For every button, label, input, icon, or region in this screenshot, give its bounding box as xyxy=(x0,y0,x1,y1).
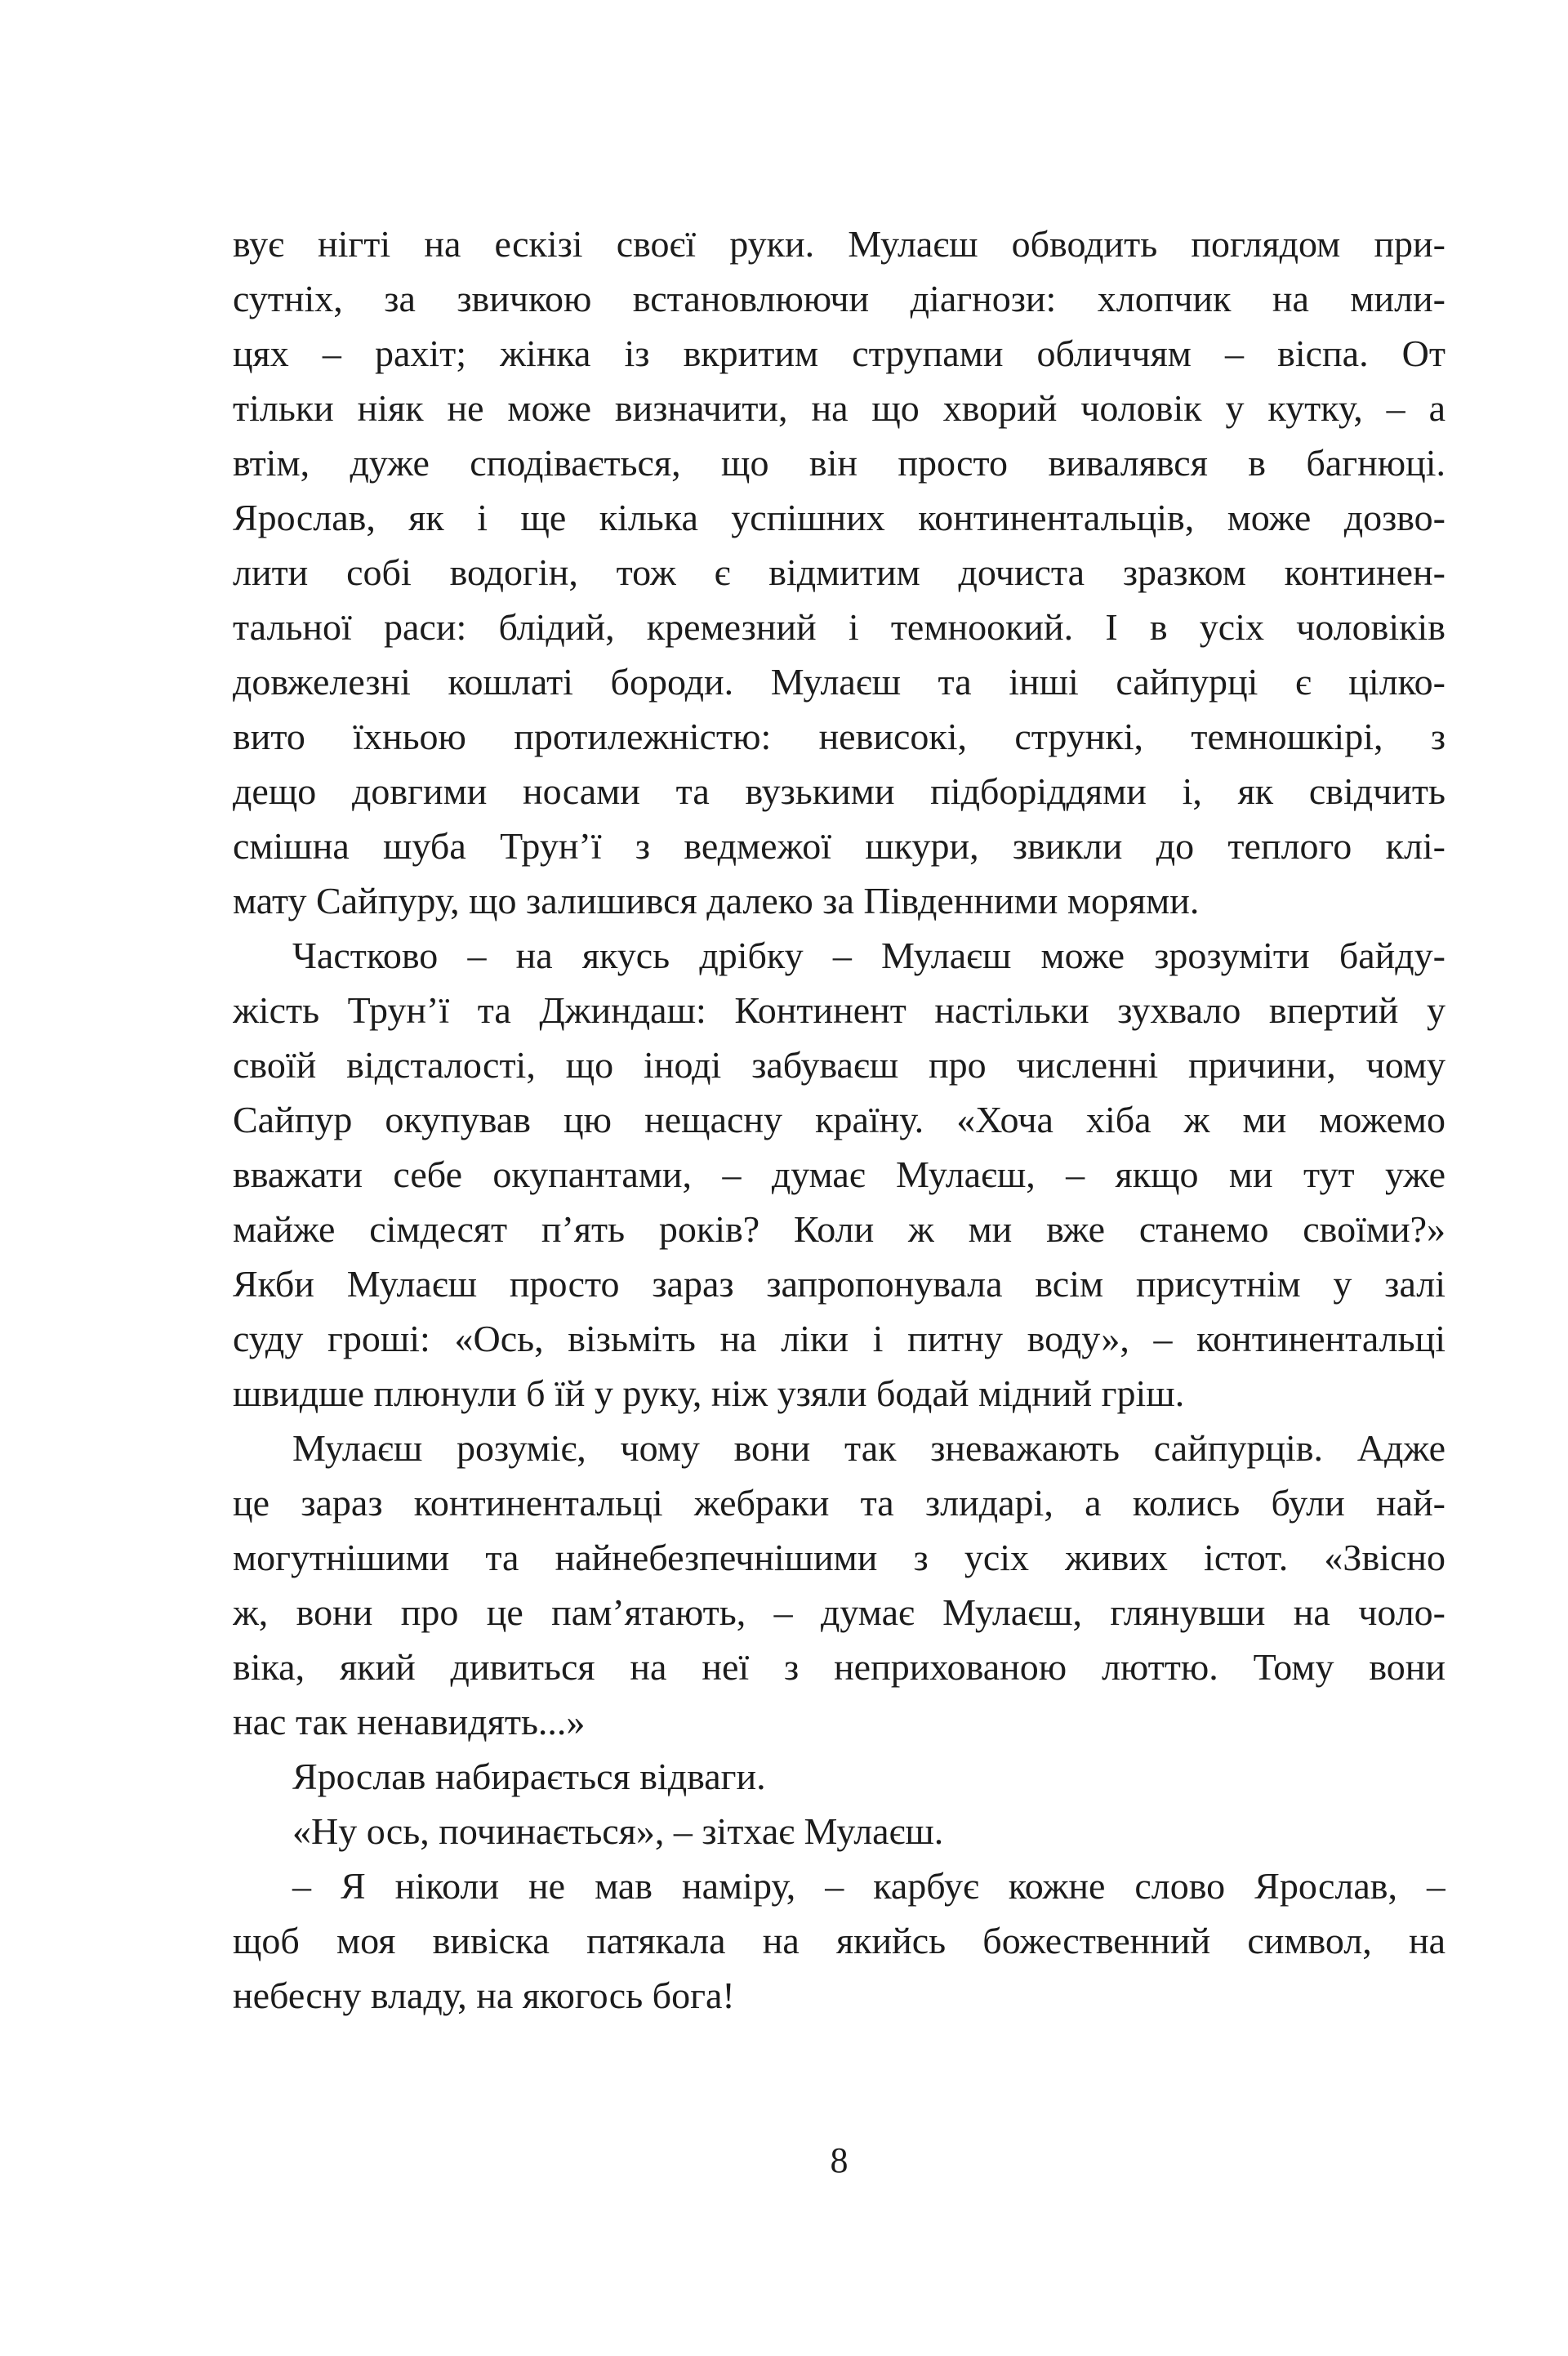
text-line: своїй відсталості, що іноді забуваєш про численні причини, чому xyxy=(233,1044,1446,1086)
text-line: – Я ніколи не мав наміру, – карбує кожне слово Ярослав, – xyxy=(292,1865,1446,1907)
text-line: смішна шуба Трун’ї з ведмежої шкури, звикли до теплого клі- xyxy=(233,825,1446,867)
text-line: вує нігті на ескізі своєї руки. Мулаєш обводить поглядом при- xyxy=(233,223,1446,265)
text-line: майже сімдесят п’ять років? Коли ж ми вже станемо своїми?» xyxy=(233,1208,1446,1250)
text-line: небесну владу, на якогось бога! xyxy=(233,1974,735,2016)
text-line: лити собі водогін, тож є відмитим дочиста зразком континен- xyxy=(233,551,1446,593)
text-line: нас так ненавидять...» xyxy=(233,1701,586,1742)
text-line: тальної раси: блідий, кремезний і темноокий. І в усіх чоловіків xyxy=(233,606,1446,648)
text-line: вважати себе окупантами, – думає Мулаєш, – якщо ми тут уже xyxy=(233,1153,1446,1195)
text-block xyxy=(233,216,1446,2023)
text-line: Ярослав, як і ще кілька успішних континентальців, може дозво- xyxy=(233,497,1446,538)
text-line: цях – рахіт; жінка із вкритим струпами обличчям – віспа. От xyxy=(233,332,1446,374)
paragraph xyxy=(233,1804,1446,1858)
text-line: Мулаєш розуміє, чому вони так зневажають сайпурців. Адже xyxy=(292,1427,1446,1469)
text-line: дещо довгими носами та вузькими підборіддями і, як свідчить xyxy=(233,770,1446,812)
text-line: швидше плюнули б їй у руку, ніж узяли бодай мідний гріш. xyxy=(233,1372,1185,1414)
text-line: віка, який дивиться на неї з неприхованою люттю. Тому вони xyxy=(233,1646,1446,1688)
text-line: це зараз континентальці жебраки та злидарі, а колись були най- xyxy=(233,1482,1446,1524)
text-line: ж, вони про це пам’ятають, – думає Мулаєш, глянувши на чоло- xyxy=(233,1591,1446,1633)
text-line: Частково – на якусь дрібку – Мулаєш може зрозуміти байду- xyxy=(292,935,1446,976)
paragraph xyxy=(233,928,1446,1421)
text-line: жість Трун’ї та Джиндаш: Континент настільки зухвало впертий у xyxy=(233,989,1446,1031)
paragraph xyxy=(233,1858,1446,2023)
text-line: Сайпур окупував цю нещасну країну. «Хоча хіба ж ми можемо xyxy=(233,1099,1446,1140)
text-line: Якби Мулаєш просто зараз запропонувала всім присутнім у залі xyxy=(233,1263,1446,1305)
text-line: Ярослав набирається відваги. xyxy=(292,1756,766,1797)
text-line: суду гроші: «Ось, візьміть на ліки і питну воду», – континентальці xyxy=(233,1318,1446,1359)
paragraph xyxy=(233,1421,1446,1749)
text-line: вито їхньою протилежністю: невисокі, стрункі, темношкірі, з xyxy=(233,716,1446,757)
text-line: тільки ніяк не може визначити, на що хворий чоловік у кутку, – а xyxy=(233,387,1446,429)
text-line: втім, дуже сподівається, що він просто вивалявся в багнюці. xyxy=(233,442,1446,484)
text-line: довжелезні кошлаті бороди. Мулаєш та інші сайпурці є цілко- xyxy=(233,661,1446,703)
text-line: щоб моя вивіска патякала на якийсь божественний символ, на xyxy=(233,1920,1446,1961)
paragraph xyxy=(233,1749,1446,1804)
text-line: сутніх, за звичкою встановлюючи діагнози: хлопчик на мили- xyxy=(233,278,1446,319)
page-number: 8 xyxy=(830,2140,849,2180)
text-line: мату Сайпуру, що залишився далеко за Південними морями. xyxy=(233,880,1200,921)
text-line: могутнішими та найнебезпечнішими з усіх живих істот. «Звісно xyxy=(233,1537,1446,1578)
text-line: «Ну ось, починається», – зітхає Мулаєш. xyxy=(292,1810,944,1852)
paragraph xyxy=(233,216,1446,928)
